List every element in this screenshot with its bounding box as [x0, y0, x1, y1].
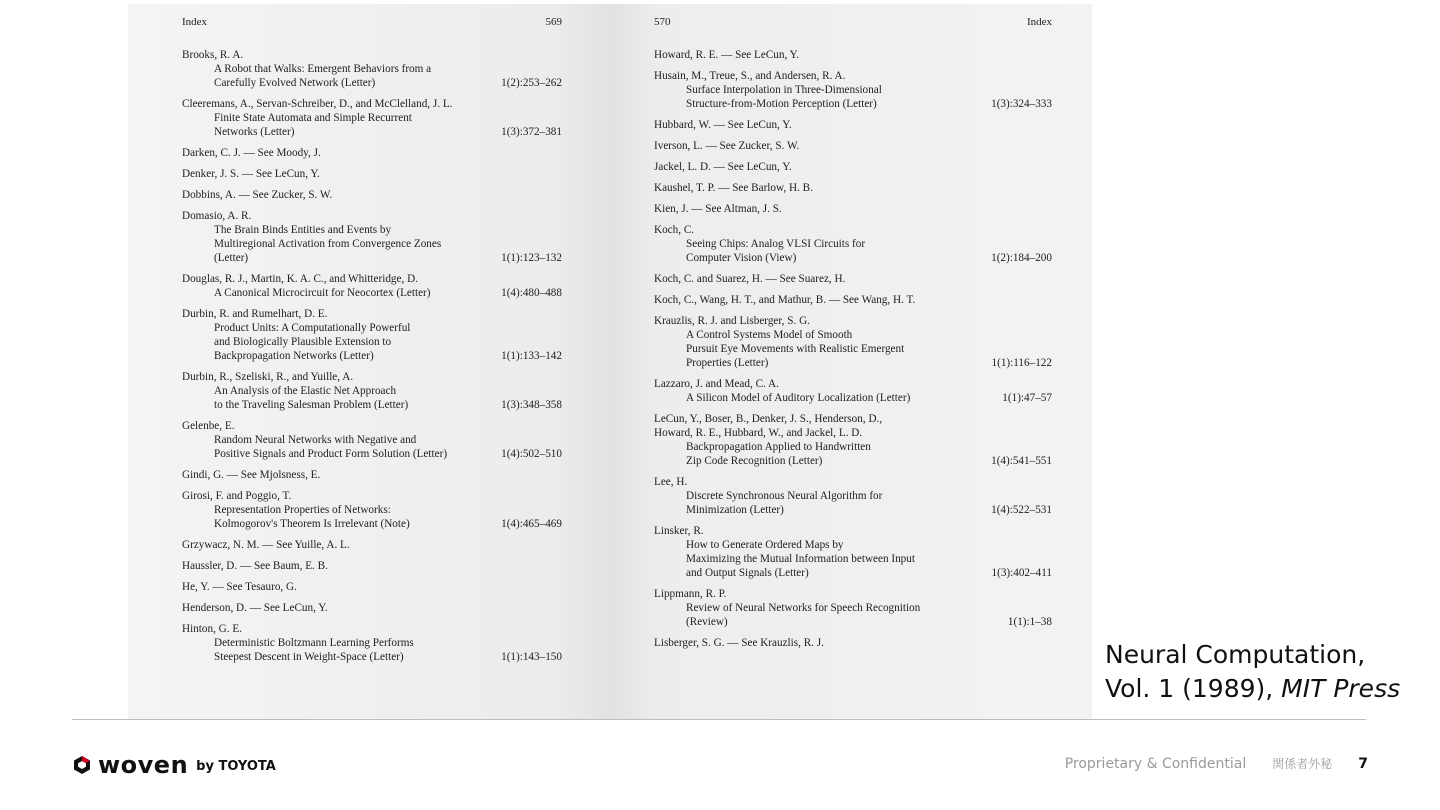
- entry-author: Howard, R. E. — See LeCun, Y.: [654, 49, 800, 61]
- index-entry: [654, 587, 1052, 629]
- index-entries-left: [182, 48, 562, 664]
- index-entry: [654, 475, 1052, 517]
- index-entry: [654, 223, 1052, 265]
- entry-title: Discrete Synchronous Neural Algorithm for Minimization (Letter): [686, 490, 883, 516]
- entry-author: Brooks, R. A.: [182, 49, 244, 61]
- entry-citation: 1(1):133–142: [501, 350, 562, 362]
- caption-journal: Neural Computation,: [1105, 640, 1366, 669]
- entry-reference-row: [654, 391, 1052, 405]
- entry-citation: 1(4):522–531: [991, 504, 1052, 516]
- woven-by-toyota-logo: [72, 750, 276, 780]
- entry-citation: 1(1):47–57: [1002, 392, 1052, 404]
- entry-title: A Control Systems Model of Smooth Pursuit Eye Movements with Realistic Emergent Properties (Letter): [686, 329, 905, 369]
- caption-volume: [1105, 672, 1400, 706]
- entry-author: Koch, C.: [654, 224, 695, 236]
- entry-title: How to Generate Ordered Maps by Maximizing the Mutual Information between Input and Output Signals (Letter): [686, 539, 915, 579]
- index-entry: [654, 272, 1052, 286]
- index-entry: [182, 307, 562, 363]
- footer-divider: [72, 719, 1366, 720]
- entry-author: Durbin, R. and Rumelhart, D. E.: [182, 308, 328, 320]
- entry-author: Jackel, L. D. — See LeCun, Y.: [654, 161, 792, 173]
- entry-title: Product Units: A Computationally Powerful and Biologically Plausible Extension to Backpropagation Networks (Letter): [214, 322, 411, 362]
- entry-reference-row: [182, 433, 562, 461]
- index-entry: [182, 580, 562, 594]
- running-head-right: [654, 16, 1052, 34]
- entry-author: Krauzlis, R. J. and Lisberger, S. G.: [654, 315, 810, 327]
- entry-citation: 1(4):465–469: [501, 518, 562, 530]
- confidential-notice-jp: 関係者外秘: [1272, 757, 1333, 771]
- entry-author: Darken, C. J. — See Moody, J.: [182, 147, 321, 159]
- index-entry: [182, 601, 562, 615]
- running-head-label: Index: [182, 16, 208, 28]
- entry-author: Cleeremans, A., Servan-Schreiber, D., and McClelland, J. L.: [182, 98, 453, 110]
- entry-author: Dobbins, A. — See Zucker, S. W.: [182, 189, 333, 201]
- entry-author: Kaushel, T. P. — See Barlow, H. B.: [654, 182, 813, 194]
- entry-citation: 1(4):480–488: [501, 287, 562, 299]
- entry-citation: 1(1):116–122: [991, 357, 1052, 369]
- entry-title: Deterministic Boltzmann Learning Performs Steepest Descent in Weight-Space (Letter): [214, 637, 414, 663]
- entry-title: Seeing Chips: Analog VLSI Circuits for Computer Vision (View): [686, 238, 866, 264]
- entry-citation: 1(3):324–333: [991, 98, 1052, 110]
- entry-author: Hubbard, W. — See LeCun, Y.: [654, 119, 792, 131]
- entry-author: Durbin, R., Szeliski, R., and Yuille, A.: [182, 371, 354, 383]
- entry-title: Surface Interpolation in Three-Dimensional Structure-from-Motion Perception (Letter): [686, 84, 882, 110]
- index-entry: [654, 202, 1052, 216]
- entry-title: Finite State Automata and Simple Recurrent Networks (Letter): [214, 112, 412, 138]
- entry-reference-row: [182, 286, 562, 300]
- scanned-index-spread: [128, 4, 1092, 719]
- index-entry: [182, 622, 562, 664]
- entry-author: Hinton, G. E.: [182, 623, 242, 635]
- entry-reference-row: [654, 237, 1052, 265]
- index-entries-right: [654, 48, 1052, 650]
- index-entry: [654, 160, 1052, 174]
- entry-reference-row: [654, 601, 1052, 629]
- entry-author: Douglas, R. J., Martin, K. A. C., and Whitteridge, D.: [182, 273, 418, 285]
- index-entry: [654, 69, 1052, 111]
- entry-author: Linsker, R.: [654, 525, 704, 537]
- index-entry: [182, 468, 562, 482]
- entry-author: Lisberger, S. G. — See Krauzlis, R. J.: [654, 637, 824, 649]
- entry-reference-row: [182, 321, 562, 363]
- entry-author: Denker, J. S. — See LeCun, Y.: [182, 168, 320, 180]
- entry-author: Grzywacz, N. M. — See Yuille, A. L.: [182, 539, 350, 551]
- entry-citation: 1(1):1–38: [1007, 616, 1052, 628]
- index-entry: [182, 538, 562, 552]
- entry-author: Lee, H.: [654, 476, 688, 488]
- entry-author: LeCun, Y., Boser, B., Denker, J. S., Henderson, D., Howard, R. E., Hubbard, W., and Jackel, L. D.: [654, 413, 883, 439]
- entry-author: He, Y. — See Tesauro, G.: [182, 581, 297, 593]
- entry-citation: 1(4):541–551: [991, 455, 1052, 467]
- entry-citation: 1(2):184–200: [991, 252, 1052, 264]
- entry-citation: 1(1):123–132: [501, 252, 562, 264]
- index-entry: [654, 377, 1052, 405]
- entry-reference-row: [654, 489, 1052, 517]
- entry-author: Iverson, L. — See Zucker, S. W.: [654, 140, 800, 152]
- page-number-label: 569: [545, 16, 562, 28]
- index-entry: [182, 489, 562, 531]
- index-entry: [182, 167, 562, 181]
- index-entry: [654, 293, 1052, 307]
- entry-reference-row: [182, 62, 562, 90]
- index-entry: [182, 370, 562, 412]
- entry-title: An Analysis of the Elastic Net Approach to the Traveling Salesman Problem (Letter): [214, 385, 409, 411]
- slide-footer: [1065, 755, 1368, 772]
- index-entry: [654, 524, 1052, 580]
- entry-citation: 1(1):143–150: [501, 651, 562, 663]
- running-head-left: [182, 16, 562, 34]
- entry-reference-row: [654, 83, 1052, 111]
- caption-volume-text: Vol. 1 (1989),: [1105, 674, 1282, 703]
- index-entry: [654, 636, 1052, 650]
- index-entry: [654, 314, 1052, 370]
- entry-citation: 1(2):253–262: [501, 77, 562, 89]
- entry-title: Backpropagation Applied to Handwritten Zip Code Recognition (Letter): [686, 441, 871, 467]
- index-page-569: [128, 4, 610, 719]
- entry-author: Domasio, A. R.: [182, 210, 252, 222]
- logo-suffix: by TOYOTA: [196, 759, 276, 774]
- entry-author: Husain, M., Treue, S., and Andersen, R. A.: [654, 70, 846, 82]
- entry-reference-row: [654, 328, 1052, 370]
- entry-reference-row: [182, 111, 562, 139]
- index-page-570: [610, 4, 1092, 719]
- entry-title: A Robot that Walks: Emergent Behaviors from a Carefully Evolved Network (Letter): [214, 63, 432, 89]
- entry-title: A Silicon Model of Auditory Localization (Letter): [686, 392, 911, 404]
- entry-title: Representation Properties of Networks: Kolmogorov's Theorem Is Irrelevant (Note): [214, 504, 410, 530]
- index-entry: [182, 559, 562, 573]
- caption-publisher: MIT Press: [1281, 674, 1401, 703]
- entry-reference-row: [182, 503, 562, 531]
- index-entry: [182, 209, 562, 265]
- index-entry: [182, 419, 562, 461]
- entry-reference-row: [654, 440, 1052, 468]
- logo-wordmark: woven: [98, 751, 189, 779]
- entry-reference-row: [182, 384, 562, 412]
- confidential-notice: Proprietary & Confidential: [1064, 755, 1247, 772]
- slide-page-number: 7: [1358, 755, 1368, 772]
- entry-title: Review of Neural Networks for Speech Recognition (Review): [686, 602, 921, 628]
- entry-author: Koch, C. and Suarez, H. — See Suarez, H.: [654, 273, 846, 285]
- entry-title: A Canonical Microcircuit for Neocortex (Letter): [214, 287, 431, 299]
- index-entry: [654, 48, 1052, 62]
- index-entry: [182, 97, 562, 139]
- entry-author: Gelenbe, E.: [182, 420, 235, 432]
- running-head-label: Index: [1026, 16, 1052, 28]
- index-entry: [182, 48, 562, 90]
- index-entry: [654, 139, 1052, 153]
- entry-citation: 1(3):348–358: [501, 399, 562, 411]
- entry-reference-row: [654, 538, 1052, 580]
- index-entry: [182, 188, 562, 202]
- entry-citation: 1(3):402–411: [991, 567, 1052, 579]
- entry-title: The Brain Binds Entities and Events by Multiregional Activation from Convergence Zones (Letter): [214, 224, 442, 264]
- entry-reference-row: [182, 223, 562, 265]
- index-entry: [654, 412, 1052, 468]
- index-entry: [182, 272, 562, 300]
- entry-author: Haussler, D. — See Baum, E. B.: [182, 560, 328, 572]
- entry-author: Girosi, F. and Poggio, T.: [182, 490, 292, 502]
- entry-author: Henderson, D. — See LeCun, Y.: [182, 602, 328, 614]
- entry-citation: 1(3):372–381: [501, 126, 562, 138]
- index-entry: [182, 146, 562, 160]
- entry-author: Gindi, G. — See Mjolsness, E.: [182, 469, 321, 481]
- entry-title: Random Neural Networks with Negative and Positive Signals and Product Form Solution (Letter): [214, 434, 448, 460]
- entry-author: Lippmann, R. P.: [654, 588, 727, 600]
- index-entry: [654, 118, 1052, 132]
- index-entry: [654, 181, 1052, 195]
- hexagon-logo-icon: [72, 755, 92, 775]
- page-number-label: 570: [654, 16, 671, 28]
- entry-reference-row: [182, 636, 562, 664]
- entry-citation: 1(4):502–510: [501, 448, 562, 460]
- source-caption: [1105, 638, 1400, 706]
- entry-author: Lazzaro, J. and Mead, C. A.: [654, 378, 779, 390]
- entry-author: Koch, C., Wang, H. T., and Mathur, B. — See Wang, H. T.: [654, 294, 916, 306]
- entry-author: Kien, J. — See Altman, J. S.: [654, 203, 782, 215]
